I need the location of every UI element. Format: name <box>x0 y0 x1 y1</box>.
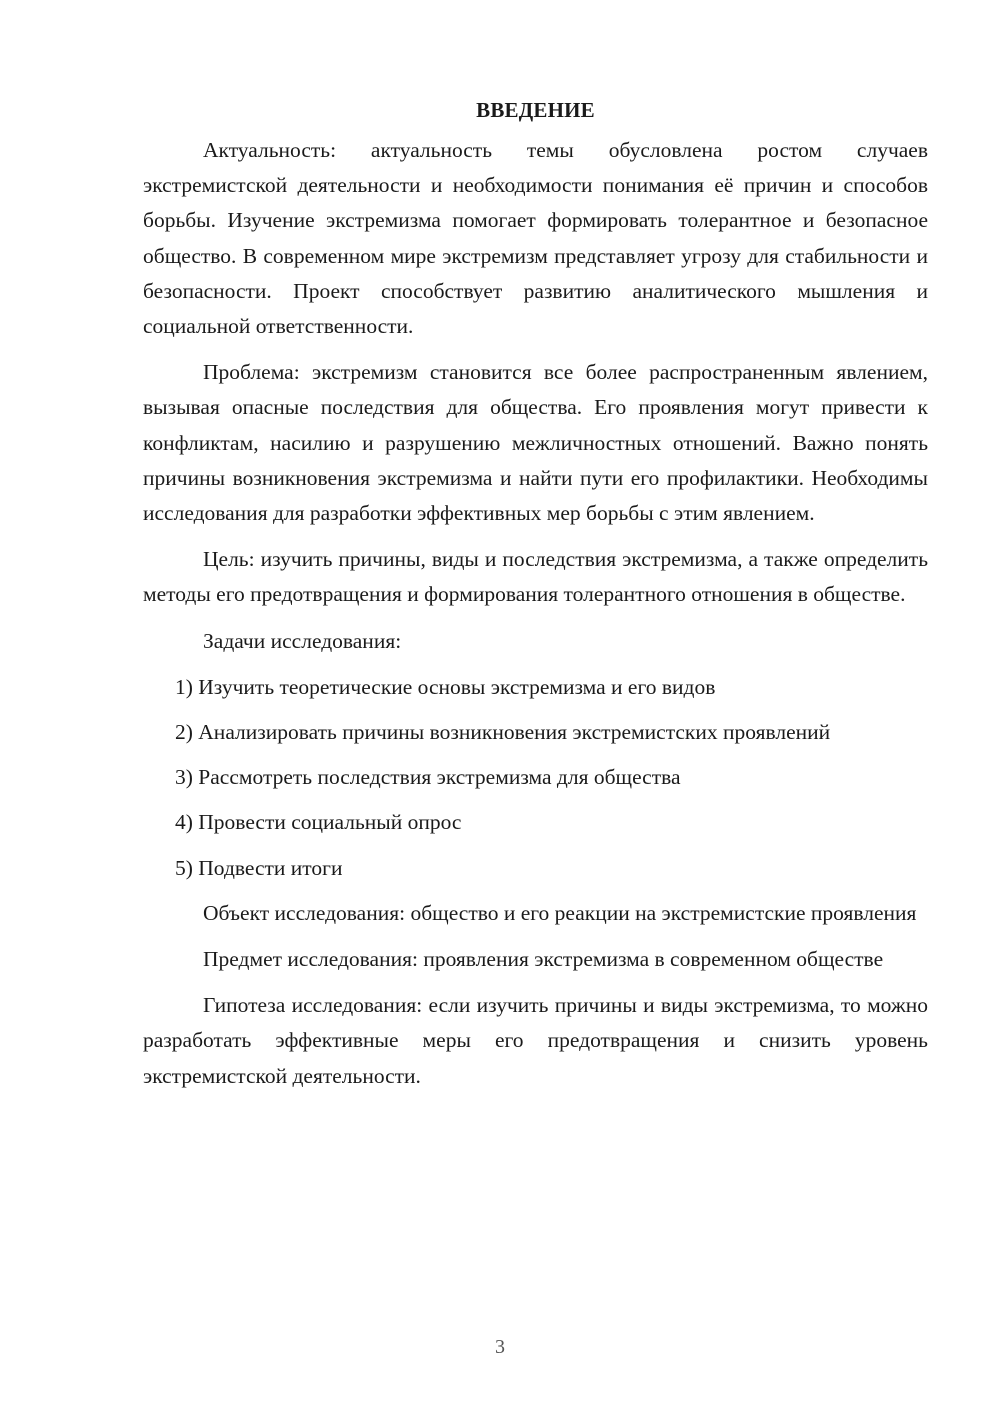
paragraph-relevance: Актуальность: актуальность темы обусловлена ростом случаев экстремистской деятельности и необходимости понимания её причин и способов борьбы. Изучение экстремизма помогает формировать толерантное и безопасное общество. В современном мире экстремизм представляет угрозу для стабильности и безопасности. Проект способствует развитию аналитического мышления и социальной ответственности. <box>143 138 928 339</box>
list-item: 3) Рассмотреть последствия экстремизма для общества <box>175 765 681 790</box>
paragraph-object: Объект исследования: общество и его реакции на экстремистские проявления <box>203 900 917 925</box>
page-number: 3 <box>495 1336 505 1358</box>
paragraph-goal: Цель: изучить причины, виды и последствия экстремизма, а также определить методы его предотвращения и формирования толерантного отношения в обществе. <box>143 547 928 607</box>
list-item: 5) Подвести итоги <box>175 855 343 880</box>
tasks-list <box>143 670 928 886</box>
paragraph-subject: Предмет исследования: проявления экстремизма в современном обществе <box>203 947 884 972</box>
list-item: 2) Анализировать причины возникновения экстремистских проявлений <box>175 720 831 745</box>
tasks-heading: Задачи исследования: <box>203 628 402 653</box>
paragraph-hypothesis: Гипотеза исследования: если изучить причины и виды экстремизма, то можно разработать эффективные меры его предотвращения и снизить уровень экстремистской деятельности. <box>143 993 928 1088</box>
document-page <box>143 96 928 1105</box>
list-item: 1) Изучить теоретические основы экстремизма и его видов <box>175 674 716 699</box>
page-title: ВВЕДЕНИЕ <box>476 98 595 122</box>
paragraph-problem: Проблема: экстремизм становится все более распространенным явлением, вызывая опасные последствия для общества. Его проявления могут привести к конфликтам, насилию и разрушению межличностных отношений. Важно понять причины возникновения экстремизма и найти пути его профилактики. Необходимы исследования для разработки эффективных мер борьбы с этим явлением. <box>143 360 928 526</box>
list-item: 4) Провести социальный опрос <box>175 810 462 835</box>
